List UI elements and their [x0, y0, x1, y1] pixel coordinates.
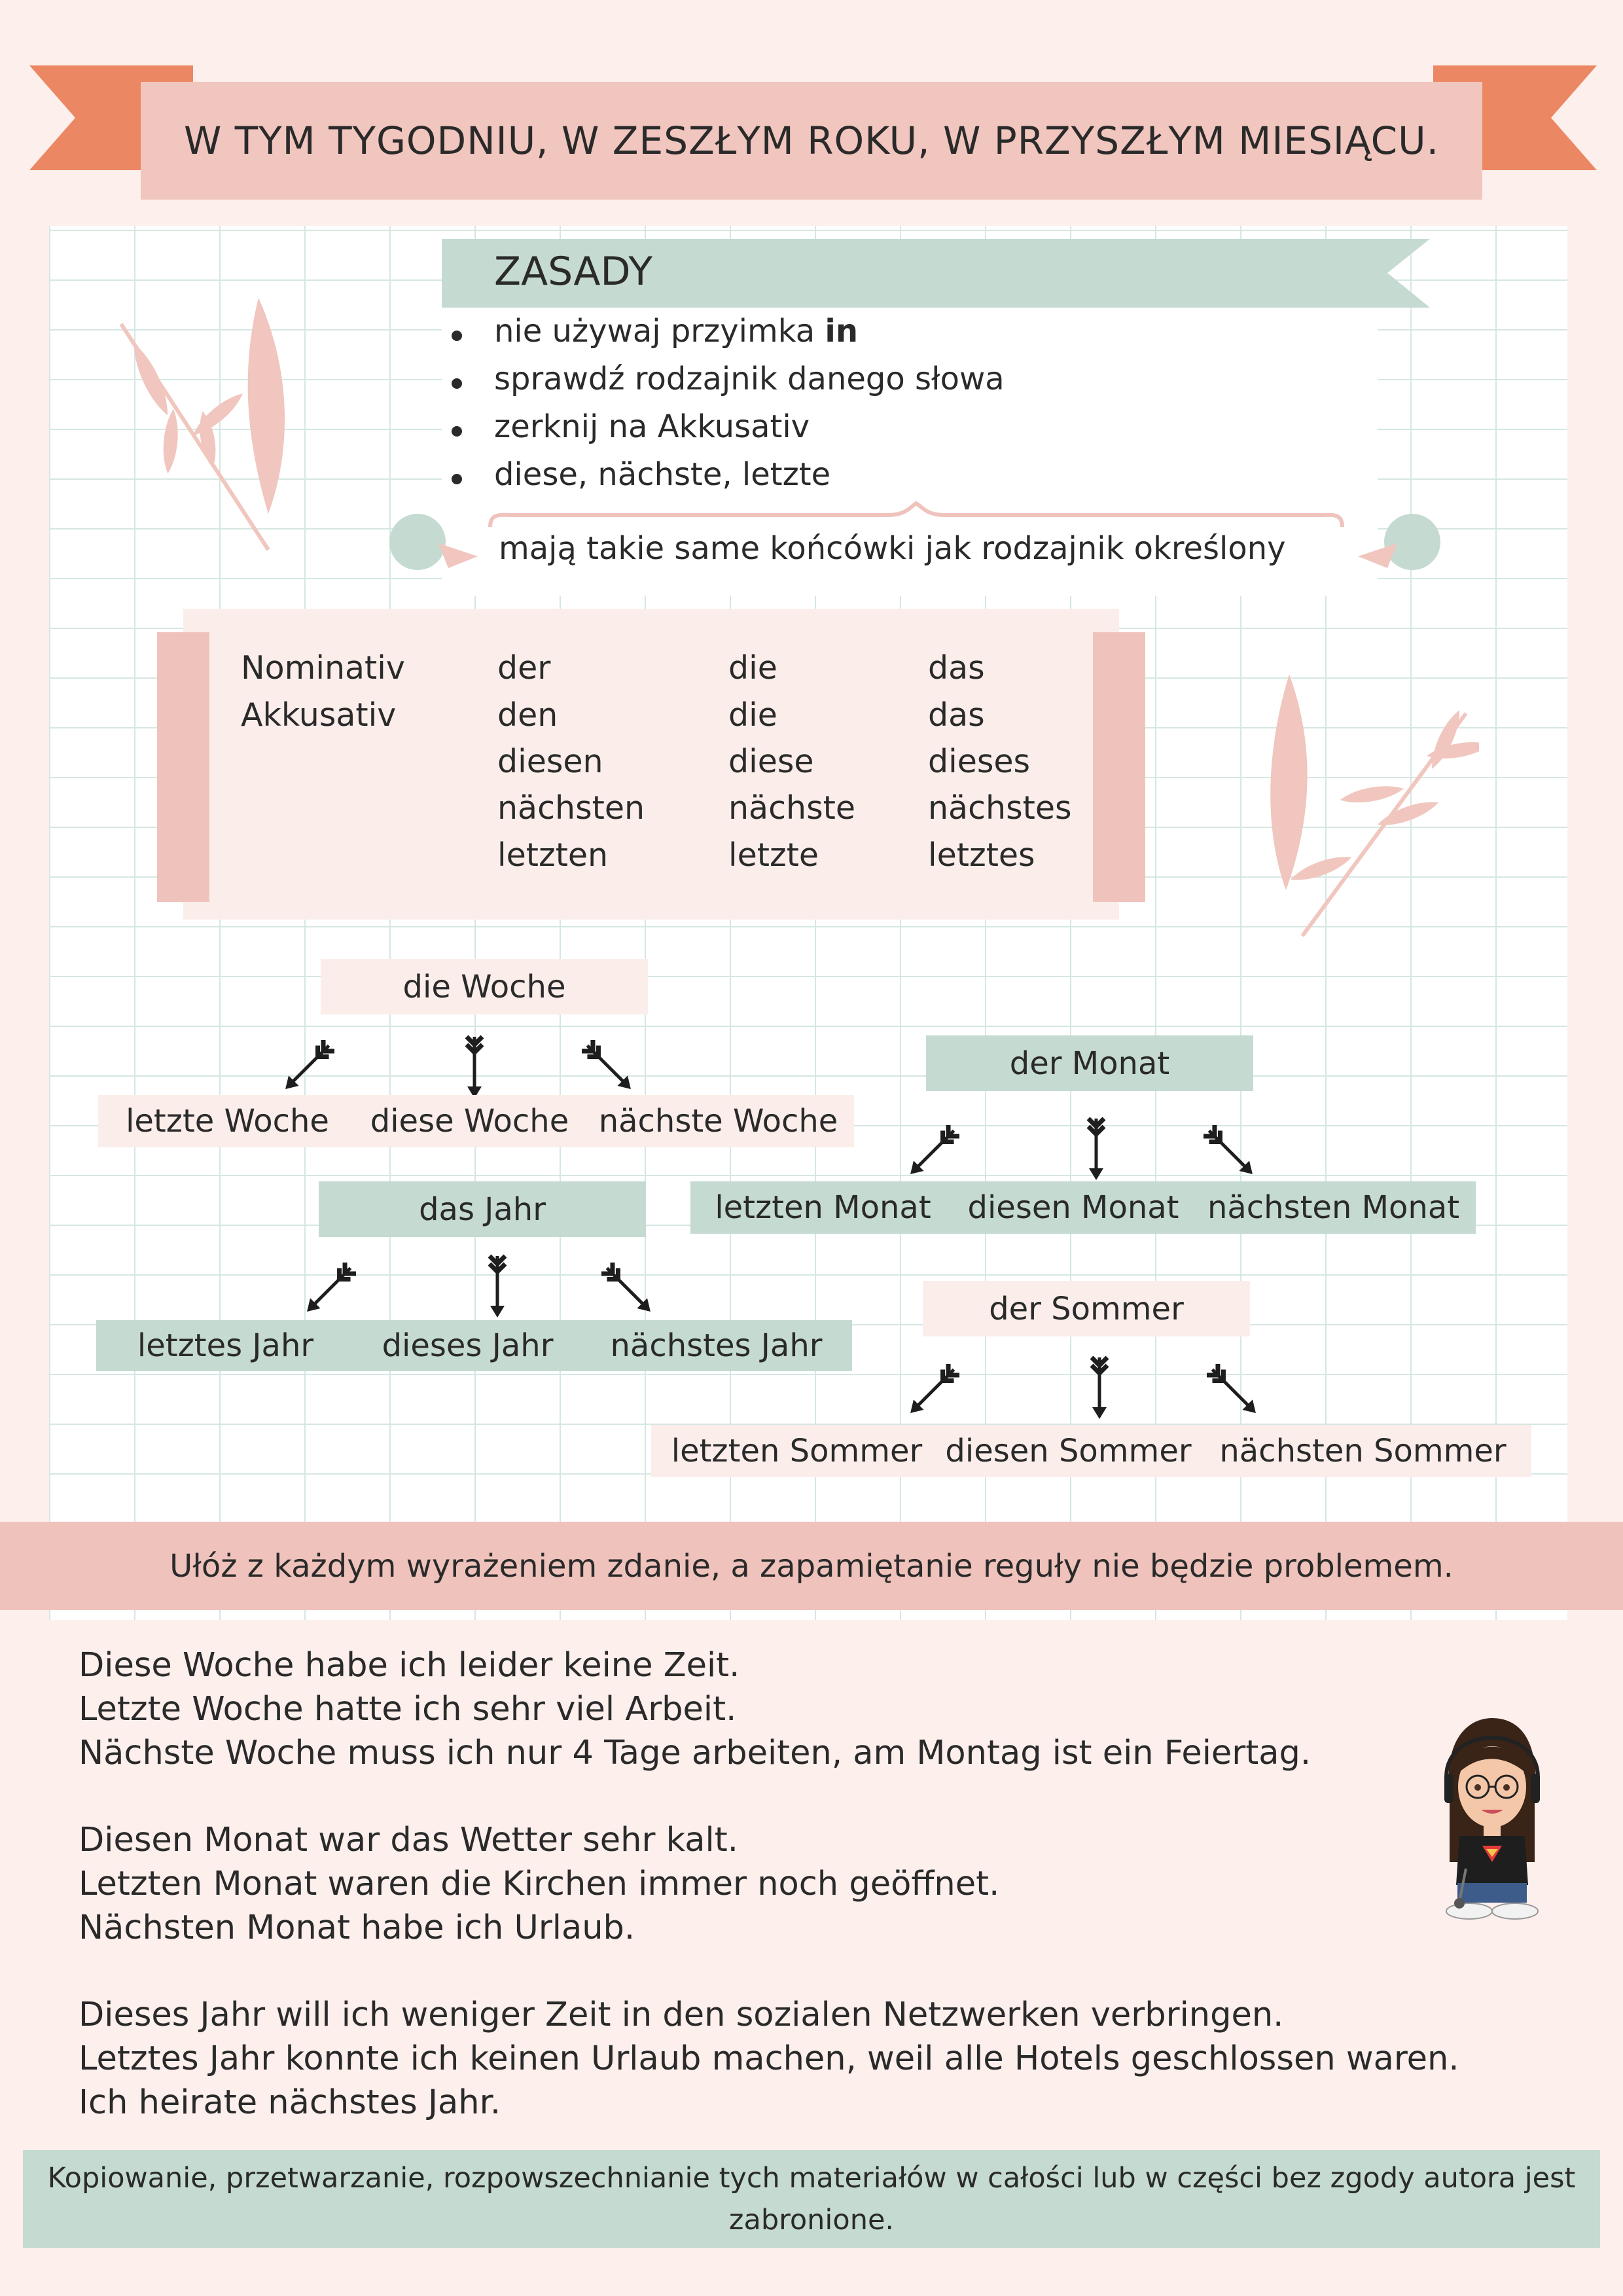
leaf-decoration-left	[108, 298, 304, 560]
rule-item: zerknij na Akkusativ	[494, 408, 810, 445]
arrow-down-icon	[1067, 1116, 1126, 1181]
rule-note: mają takie same końcówki jak rodzajnik określony	[499, 530, 1286, 567]
arrow-right-icon	[1204, 1358, 1263, 1424]
table-cell: das	[928, 696, 985, 734]
sentence: Letzte Woche hatte ich sehr viel Arbeit.	[79, 1690, 737, 1729]
sentence: Diese Woche habe ich leider keine Zeit.	[79, 1646, 740, 1685]
sentence: Letztes Jahr konnte ich keinen Urlaub machen, weil alle Hotels geschlossen waren.	[79, 2039, 1459, 2078]
case-label: Akkusativ	[241, 696, 397, 734]
sentence: Nächste Woche muss ich nur 4 Tage arbeiten, am Montag ist ein Feiertag.	[79, 1734, 1311, 1772]
expression: nächsten Monat	[1207, 1189, 1460, 1226]
table-cell: letztes	[928, 836, 1035, 874]
avatar	[1430, 1712, 1554, 1928]
table-cell: die	[728, 649, 777, 687]
expression: letzten Monat	[715, 1189, 931, 1226]
expression: diesen Sommer	[945, 1433, 1192, 1469]
table-cell: diese	[728, 743, 814, 780]
arrow-down-icon	[445, 1034, 504, 1100]
expression: letztes Jahr	[137, 1327, 314, 1364]
arrow-left-icon	[903, 1358, 962, 1424]
tape-left	[157, 632, 209, 902]
copyright-footer: Kopiowanie, przetwarzanie, rozpowszechnianie tych materiałów w całości lub w części bez zgody autora jest zabronione.	[23, 2150, 1600, 2248]
expression: diese Woche	[370, 1103, 569, 1139]
brace	[488, 501, 1345, 530]
expression: dieses Jahr	[382, 1327, 554, 1364]
circle-decoration-left	[389, 514, 446, 570]
arrow-left-icon	[903, 1119, 962, 1185]
group-head-monat: der Monat	[926, 1035, 1253, 1091]
expression: letzten Sommer	[671, 1433, 923, 1469]
table-cell: letzten	[497, 836, 609, 874]
bullet	[452, 331, 462, 341]
group-row-monat	[690, 1181, 1476, 1234]
expression: letzte Woche	[126, 1103, 329, 1139]
sentence: Diesen Monat war das Wetter sehr kalt.	[79, 1821, 738, 1859]
table-cell: das	[928, 649, 985, 687]
table-cell: nächstes	[928, 789, 1072, 827]
table-cell: letzte	[728, 836, 819, 874]
group-row-sommer	[651, 1425, 1531, 1477]
arrow-left-icon	[300, 1257, 359, 1322]
expression: nächstes Jahr	[610, 1327, 823, 1364]
group-row-woche	[98, 1095, 854, 1147]
case-label: Nominativ	[241, 649, 405, 687]
table-cell: nächste	[728, 789, 855, 827]
rule-item: nie używaj przyimka in	[494, 313, 858, 350]
group-head-woche: die Woche	[321, 959, 648, 1014]
arrow-right-icon	[579, 1034, 638, 1100]
instruction-bar: Ułóż z każdym wyrażeniem zdanie, a zapamiętanie reguły nie będzie problemem.	[0, 1522, 1623, 1610]
tape-right	[1093, 632, 1145, 902]
leaf-decoration-right	[1263, 674, 1479, 949]
circle-tail-left	[438, 543, 478, 569]
arrow-left-icon	[278, 1034, 337, 1100]
table-cell: die	[728, 696, 777, 734]
expression: diesen Monat	[967, 1189, 1179, 1226]
group-row-jahr	[96, 1320, 852, 1371]
table-cell: den	[497, 696, 558, 734]
arrow-right-icon	[599, 1257, 658, 1322]
page-title: W TYM TYGODNIU, W ZESZŁYM ROKU, W PRZYSZŁYM MIESIĄCU.	[141, 82, 1482, 200]
group-head-jahr: das Jahr	[319, 1181, 646, 1237]
arrow-right-icon	[1201, 1119, 1260, 1185]
arrow-down-icon	[1070, 1355, 1129, 1420]
table-cell: diesen	[497, 743, 603, 780]
sentence: Ich heirate nächstes Jahr.	[79, 2083, 501, 2122]
rules-heading: ZASADY	[494, 249, 652, 295]
bullet	[452, 426, 462, 437]
table-cell: nächsten	[497, 789, 645, 827]
sentence: Dieses Jahr will ich weniger Zeit in den sozialen Netzwerken verbringen.	[79, 1996, 1284, 2034]
expression: nächste Woche	[598, 1103, 838, 1139]
rule-item: diese, nächste, letzte	[494, 456, 831, 493]
bullet	[452, 378, 462, 389]
table-cell: dieses	[928, 743, 1031, 780]
arrow-down-icon	[468, 1253, 527, 1319]
group-head-sommer: der Sommer	[923, 1281, 1250, 1336]
sentence: Nächsten Monat habe ich Urlaub.	[79, 1909, 635, 1947]
sentence: Letzten Monat waren die Kirchen immer noch geöffnet.	[79, 1865, 1000, 1903]
expression: nächsten Sommer	[1219, 1433, 1507, 1469]
circle-tail-right	[1358, 543, 1397, 569]
rule-item: sprawdź rodzajnik danego słowa	[494, 361, 1005, 397]
bullet	[452, 474, 462, 484]
table-cell: der	[497, 649, 551, 687]
